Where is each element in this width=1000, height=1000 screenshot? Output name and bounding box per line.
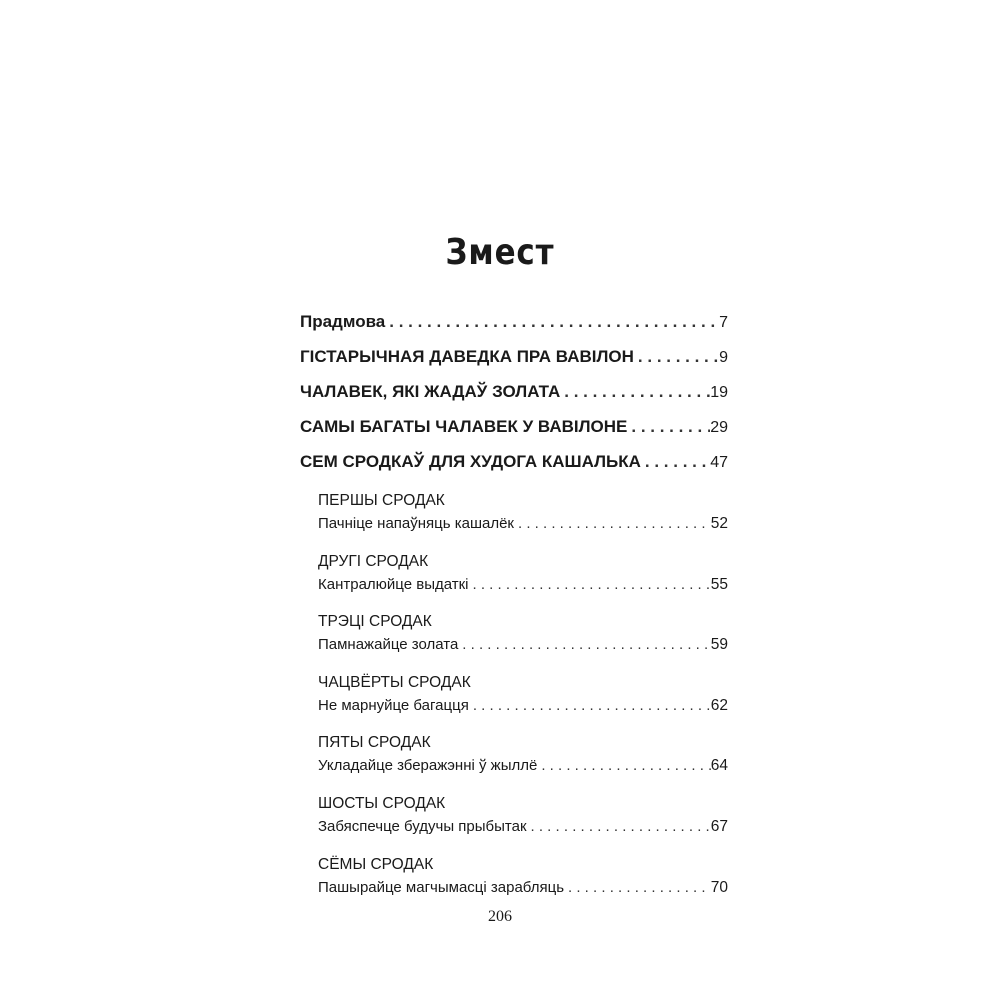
toc-subsection-entry[interactable]	[318, 514, 728, 534]
toc-page-number: 9	[719, 349, 728, 366]
toc-page-number: 59	[710, 636, 728, 654]
toc-subsection-1	[318, 491, 728, 548]
toc-page-number: 19	[710, 384, 728, 401]
page-title: Змест	[445, 232, 555, 273]
dot-leader	[634, 347, 719, 367]
toc-subsection-7	[318, 855, 728, 912]
toc-entry-label: САМЫ БАГАТЫ ЧАЛАВЕК У ВАВІЛОНЕ	[300, 417, 628, 436]
dot-leader	[458, 635, 710, 655]
toc-entry-label: Не марнуйце багацця	[318, 696, 469, 714]
toc-subsection-heading: ЧАЦВЁРТЫ СРОДАК	[318, 673, 471, 691]
toc-entry-label: Укладайце зберажэнні ў жыллё	[318, 757, 538, 775]
table-of-contents	[300, 312, 728, 911]
toc-subsection-entry[interactable]	[318, 878, 728, 898]
toc-subsection-entry[interactable]	[318, 817, 728, 837]
toc-subsection-heading: ДРУГІ СРОДАК	[318, 552, 429, 570]
toc-entry-label: СЕМ СРОДКАЎ ДЛЯ ХУДОГА КАШАЛЬКА	[300, 452, 641, 471]
toc-subsection-3	[318, 612, 728, 669]
toc-subsection-6	[318, 794, 728, 851]
toc-entry-preface[interactable]	[300, 312, 728, 347]
dot-leader	[527, 817, 711, 837]
toc-entry-label: Забяспечце будучы прыбытак	[318, 817, 527, 835]
toc-page-number: 52	[710, 515, 728, 532]
dot-leader	[469, 696, 711, 716]
toc-subsection-4	[318, 673, 728, 730]
toc-subsection-heading: ТРЭЦІ СРОДАК	[318, 613, 432, 631]
toc-subsection-5	[318, 733, 728, 790]
toc-subsection-heading: ПЯТЫ СРОДАК	[318, 734, 431, 752]
toc-entry-label: Прадмова	[300, 312, 386, 331]
toc-entry-label: ГІСТАРЫЧНАЯ ДАВЕДКА ПРА ВАВІЛОН	[300, 347, 634, 366]
toc-subsection-entry[interactable]	[318, 635, 728, 655]
toc-page-number: 70	[710, 878, 728, 896]
toc-page-number: 29	[710, 419, 728, 436]
toc-entry-label: ЧАЛАВЕК, ЯКІ ЖАДАЎ ЗОЛАТА	[300, 382, 561, 401]
dot-leader	[514, 514, 711, 534]
toc-page-number: 55	[710, 575, 728, 593]
toc-entry-label: Пачніце напаўняць кашалёк	[318, 515, 514, 532]
page-number-footer: 206	[488, 908, 512, 925]
dot-leader	[560, 382, 710, 402]
toc-entry-babylon-history[interactable]	[300, 347, 728, 382]
toc-entry-label: Памнажайце золата	[318, 636, 459, 654]
toc-entry-label: Кантралюйце выдаткі	[318, 575, 469, 593]
toc-page-number: 64	[710, 757, 728, 775]
toc-subsection-heading: СЁМЫ СРОДАК	[318, 855, 434, 873]
dot-leader	[641, 452, 710, 472]
toc-entry-man-who-desired-gold[interactable]	[300, 382, 728, 417]
toc-entry-seven-cures[interactable]	[300, 452, 728, 487]
toc-subsection-heading: ШОСТЫ СРОДАК	[318, 794, 446, 812]
toc-entry-richest-man[interactable]	[300, 417, 728, 452]
toc-subsection-entry[interactable]	[318, 756, 728, 776]
dot-leader	[627, 417, 710, 437]
toc-page-number: 67	[710, 817, 728, 835]
toc-subsection-entry[interactable]	[318, 575, 728, 595]
toc-subsection-entry[interactable]	[318, 696, 728, 716]
dot-leader	[564, 878, 711, 898]
toc-subsection-2	[318, 552, 728, 609]
dot-leader	[537, 756, 710, 776]
dot-leader	[385, 312, 719, 332]
toc-entry-label: Пашырайце магчымасці зарабляць	[318, 878, 565, 896]
toc-page-number: 7	[719, 314, 728, 331]
dot-leader	[469, 575, 711, 595]
toc-page-number: 47	[710, 454, 728, 471]
toc-page-number: 62	[710, 696, 728, 714]
toc-subsection-heading: ПЕРШЫ СРОДАК	[318, 492, 445, 509]
